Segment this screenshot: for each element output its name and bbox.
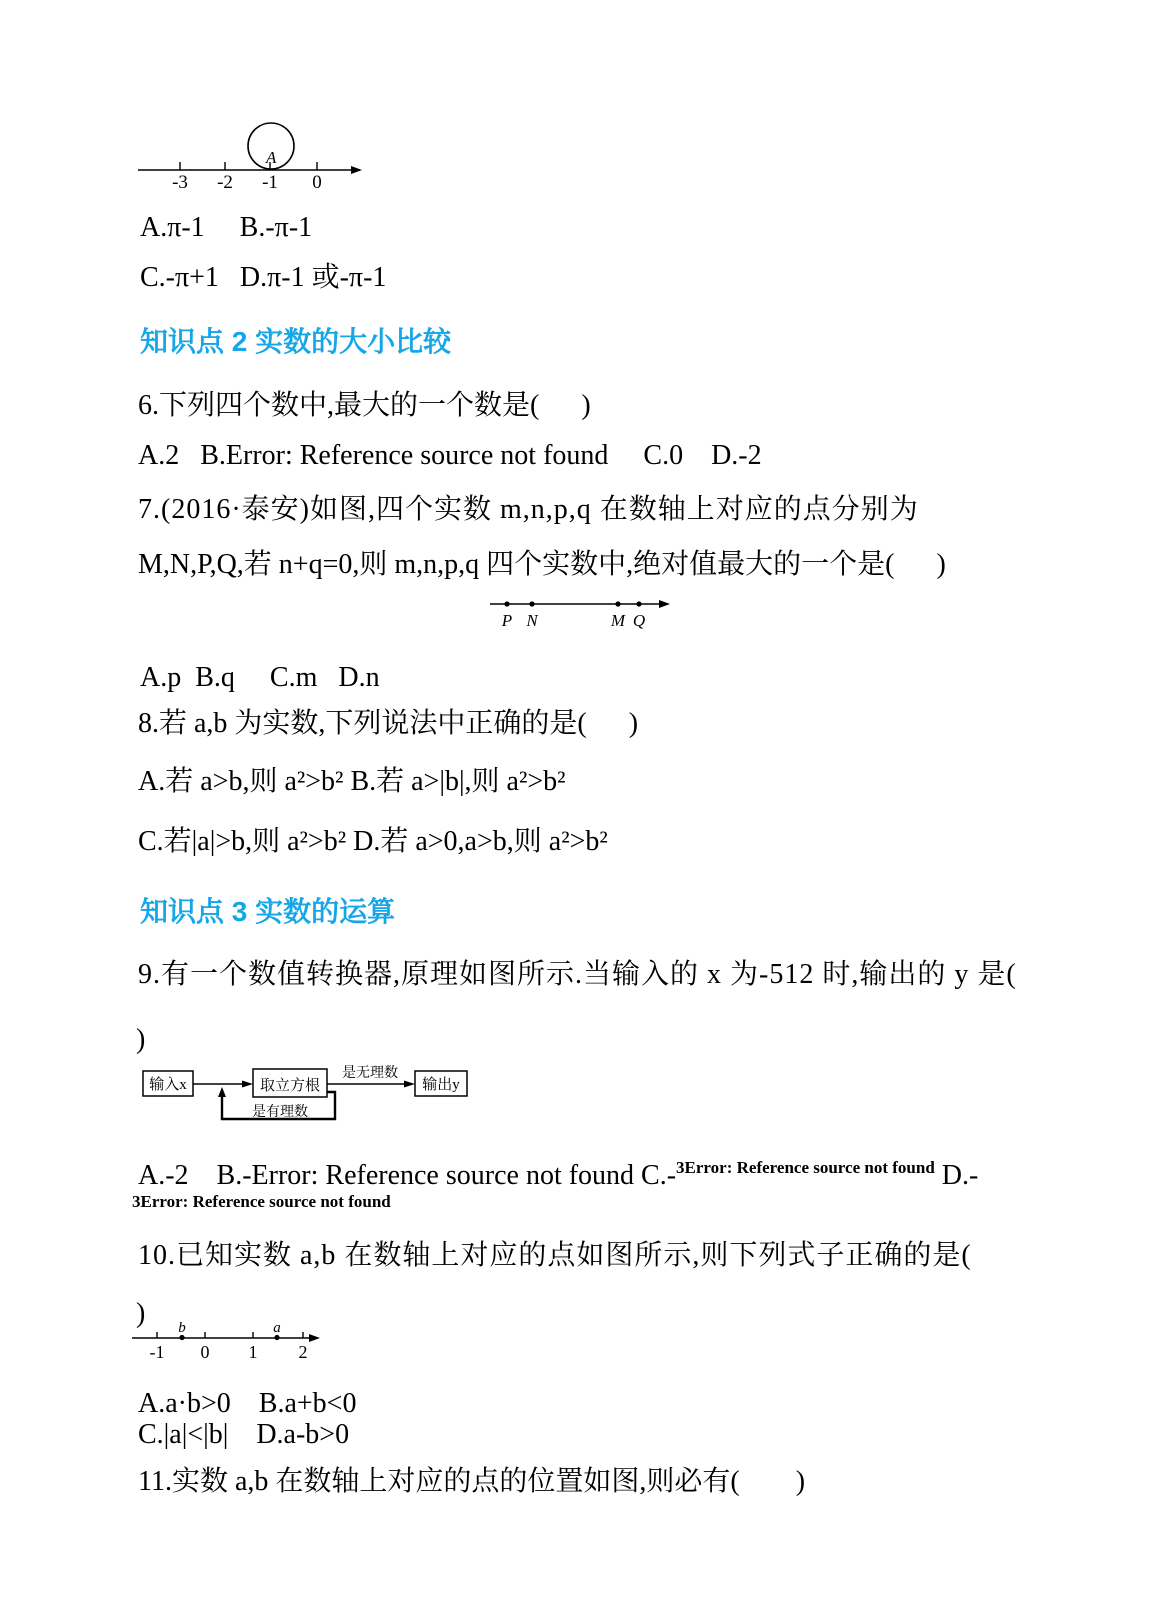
q9-options-overflow-line: 3Error: Reference source not found (132, 1192, 391, 1211)
q11-text: 11.实数 a,b 在数轴上对应的点的位置如图,则必有( ) (138, 1466, 806, 1497)
axis-arrowhead-icon (309, 1334, 320, 1342)
q9-options-part-1: A.-2 B.-Error: Reference source not found C.- (138, 1160, 677, 1191)
numberline-ab-diagram (128, 1322, 338, 1364)
q7-options: A.p B.q C.m D.n (140, 662, 380, 693)
q8-options-line-1: A.若 a>b,则 a²>b² B.若 a>|b|,则 a²>b² (138, 766, 566, 797)
point-dot (529, 601, 534, 606)
circle-point-label: A (266, 148, 277, 167)
axis-arrowhead-icon (659, 600, 670, 608)
tick-label: 1 (248, 1342, 258, 1362)
q7-text-line-2: M,N,P,Q,若 n+q=0,则 m,n,p,q 四个实数中,绝对值最大的一个是( ) (138, 549, 946, 580)
q5-options-line-1: A.π-1 B.-π-1 (140, 212, 313, 243)
point-label: a (273, 1320, 281, 1336)
point-dot (615, 601, 620, 606)
numberline-circle-diagram (130, 100, 370, 193)
axis-arrowhead-icon (351, 166, 362, 174)
point-label: N (526, 611, 538, 630)
q10-options-line-2: C.|a|<|b| D.a-b>0 (138, 1419, 350, 1450)
tick-label: 0 (312, 172, 322, 193)
flowchart-input-label: 输入x (149, 1077, 187, 1093)
tick-label: -2 (217, 172, 233, 193)
knowledge-point-3-heading: 知识点 3 实数的运算 (140, 896, 396, 927)
q10-text: 10.已知实数 a,b 在数轴上对应的点如图所示,则下列式子正确的是( (138, 1240, 972, 1271)
q9-close-paren: ) (136, 1024, 146, 1055)
number-converter-flowchart (130, 1035, 480, 1130)
knowledge-point-2-heading: 知识点 2 实数的大小比较 (140, 326, 452, 357)
point-dot (636, 601, 641, 606)
q9-text: 9.有一个数值转换器,原理如图所示.当输入的 x 为-512 时,输出的 y 是( (138, 959, 1017, 990)
q5-options-line-2: C.-π+1 D.π-1 或-π-1 (140, 262, 387, 293)
q6-options: A.2 B.Error: Reference source not found C.0 D.-2 (138, 440, 762, 471)
flow-arrowhead-icon (404, 1081, 415, 1088)
tick-label: 0 (200, 1342, 210, 1362)
q9-options-part-2: D.- (934, 1160, 979, 1191)
point-label: P (501, 611, 513, 630)
point-label: M (610, 611, 626, 630)
point-dot (504, 601, 509, 606)
q10-options-line-1: A.a·b>0 B.a+b<0 (138, 1388, 357, 1419)
flowchart-rational-label: 是有理数 (252, 1105, 308, 1120)
point-label: b (178, 1320, 186, 1336)
tick-label: -1 (262, 172, 278, 193)
q10-close-paren: ) (136, 1298, 146, 1329)
tick-label: -3 (172, 172, 188, 193)
flow-arrowhead-icon (242, 1081, 253, 1088)
numberline-pnmq-diagram (452, 588, 682, 633)
tick-label: -1 (149, 1342, 165, 1362)
flowchart-process-label: 取立方根 (259, 1078, 321, 1094)
feedback-arrowhead-icon (218, 1087, 226, 1097)
q8-options-line-2: C.若|a|>b,则 a²>b² D.若 a>0,a>b,则 a²>b² (138, 826, 608, 857)
flowchart-output-label: 输出y (422, 1077, 460, 1093)
q6-text: 6.下列四个数中,最大的一个数是( ) (138, 390, 591, 421)
tick-label: 2 (298, 1342, 308, 1362)
q8-text: 8.若 a,b 为实数,下列说法中正确的是( ) (138, 708, 639, 739)
q7-text-line-1: 7.(2016·泰安)如图,四个实数 m,n,p,q 在数轴上对应的点分别为 (138, 494, 919, 525)
q9-options-superscript: 3Error: Reference source not found (676, 1158, 935, 1177)
flowchart-irrational-label: 是无理数 (342, 1066, 398, 1081)
point-label: Q (632, 611, 646, 630)
